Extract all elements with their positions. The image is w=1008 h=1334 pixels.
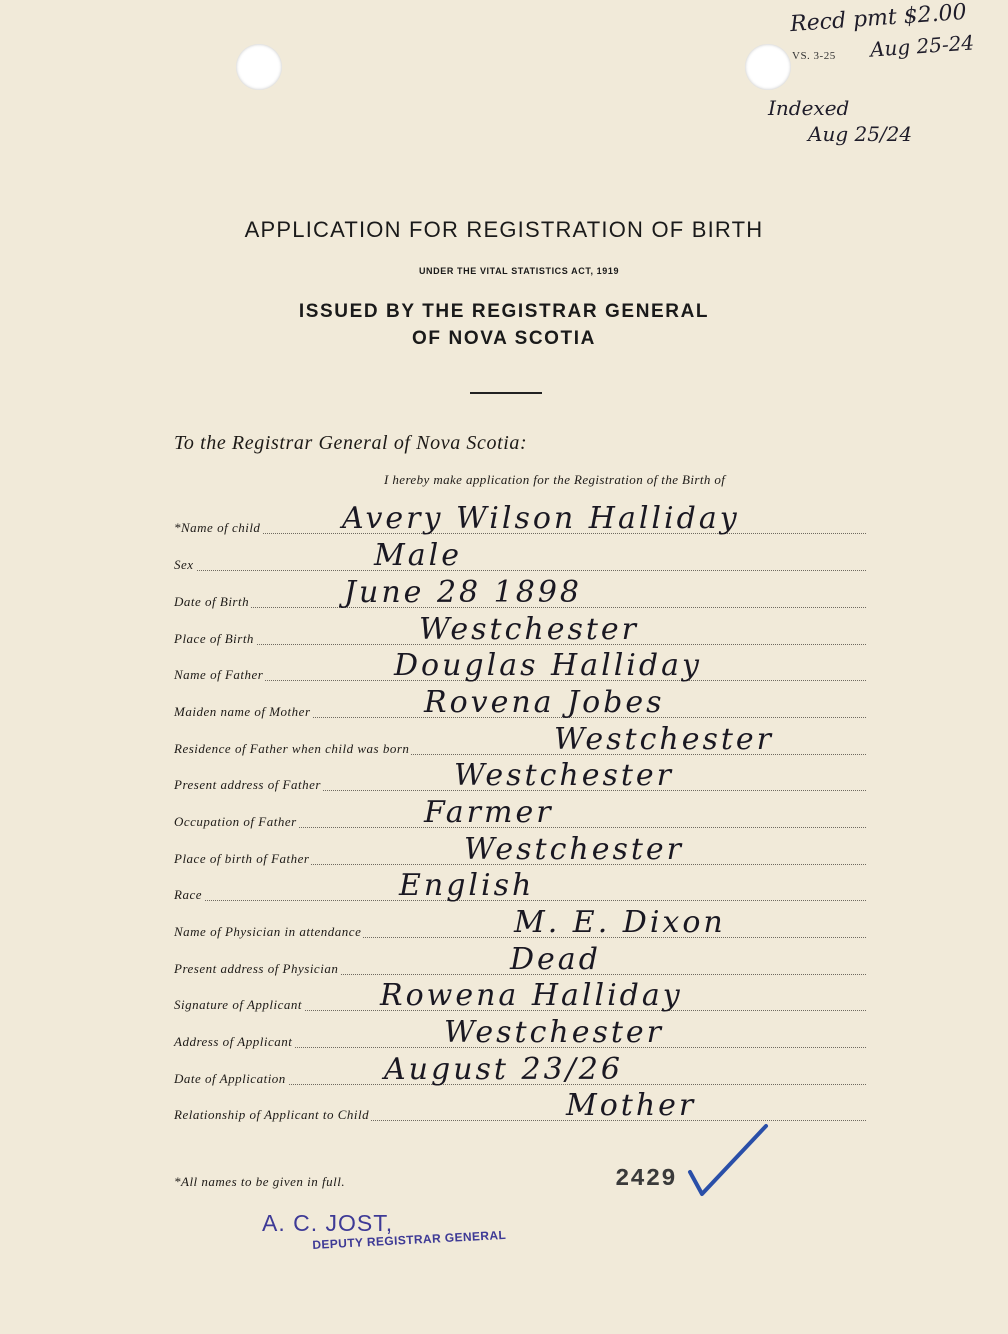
field-value: Farmer	[424, 795, 554, 830]
registration-number: 2429	[615, 1166, 677, 1193]
field-label: Residence of Father when child was born	[174, 741, 410, 756]
field-value: Avery Wilson Halliday	[342, 501, 740, 536]
field-value: June 28 1898	[344, 575, 583, 610]
field-value: Westchester	[444, 1015, 665, 1050]
intro-text: I hereby make application for the Registration of the Birth of	[384, 472, 726, 487]
stamp-name: A. C. JOST,	[262, 1210, 394, 1236]
salutation: To the Registrar General of Nova Scotia:	[174, 432, 528, 454]
footnote: *All names to be given in full.	[174, 1174, 346, 1189]
field-value: Male	[374, 538, 462, 573]
title-divider	[470, 392, 542, 394]
field-label: Occupation of Father	[174, 814, 297, 829]
indexed-note-line2: Aug 25/24	[808, 122, 913, 146]
field-value: Mother	[566, 1088, 697, 1123]
field-label: Date of Birth	[174, 594, 250, 609]
field-label: Signature of Applicant	[174, 997, 302, 1012]
punch-hole-right	[745, 44, 791, 90]
field-value: Westchester	[464, 832, 685, 867]
field-label: Name of Physician in attendance	[174, 924, 362, 939]
field-label: *Name of child	[174, 520, 261, 535]
field-value: Rovena Jobes	[424, 685, 665, 720]
field-value: Rowena Halliday	[380, 978, 683, 1013]
checkmark-icon	[684, 1120, 774, 1200]
issuer-line1: ISSUED BY THE REGISTRAR GENERAL	[298, 301, 710, 322]
indexed-note-line1: Indexed	[768, 96, 850, 120]
field-label: Race	[174, 887, 202, 902]
field-value: Westchester	[554, 722, 775, 757]
field-label: Name of Father	[174, 667, 264, 682]
field-value: Dead	[510, 942, 601, 977]
field-label: Present address of Father	[174, 777, 321, 792]
punch-hole-left	[236, 44, 282, 90]
field-label: Place of Birth	[174, 631, 254, 646]
stamp-title: DEPUTY REGISTRAR GENERAL	[312, 1227, 507, 1252]
field-value: Westchester	[419, 612, 640, 647]
field-value: English	[399, 868, 535, 903]
field-value: Westchester	[454, 758, 675, 793]
form-number: VS. 3-25	[792, 50, 836, 62]
field-value: Douglas Halliday	[394, 648, 702, 683]
field-label: Present address of Physician	[174, 961, 339, 976]
act-subtitle: UNDER THE VITAL STATISTICS ACT, 1919	[418, 266, 620, 276]
field-label: Address of Applicant	[174, 1034, 293, 1049]
field-label: Place of birth of Father	[174, 851, 310, 866]
field-label: Maiden name of Mother	[174, 704, 311, 719]
field-label: Date of Application	[174, 1071, 286, 1086]
received-note-line1: Recd pmt $2.00	[789, 0, 968, 38]
issuer-line2: OF NOVA SCOTIA	[412, 328, 596, 349]
document-title: APPLICATION FOR REGISTRATION OF BIRTH	[244, 217, 764, 242]
field-label: Relationship of Applicant to Child	[174, 1107, 370, 1122]
field-value: M. E. Dixon	[514, 905, 726, 940]
field-value: August 23/26	[384, 1052, 623, 1087]
field-label: Sex	[174, 557, 194, 572]
received-note-line2: Aug 25-24	[869, 30, 975, 62]
